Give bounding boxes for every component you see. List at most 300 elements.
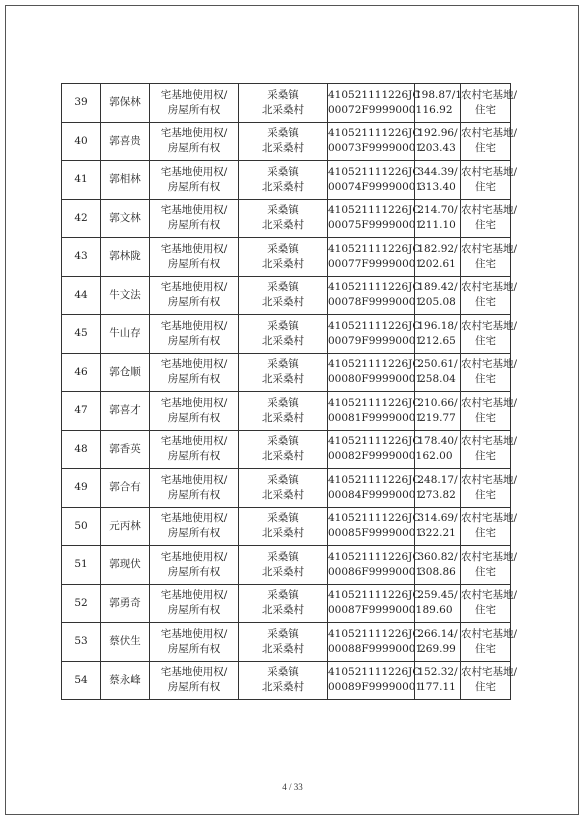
- unit-code-cell: [328, 623, 423, 662]
- location-text: 采桑镇: [267, 627, 299, 640]
- unit-code-text: 00073F99990001: [328, 142, 423, 155]
- area-text: 205.08: [419, 296, 456, 309]
- location-cell: [239, 507, 328, 546]
- location-cell: [239, 276, 328, 315]
- right-type-text: 房屋所有权: [167, 565, 221, 578]
- table-row: [62, 122, 511, 161]
- location-cell: [239, 315, 328, 354]
- row-number-cell: [62, 623, 101, 662]
- location-text: 北采桑村: [262, 257, 304, 270]
- unit-code-cell: [328, 84, 423, 123]
- unit-code-cell: [328, 161, 423, 200]
- table-row: [62, 623, 511, 662]
- area-cell: [415, 392, 461, 431]
- table-row: [62, 199, 511, 238]
- land-use-text: 住宅: [475, 373, 496, 386]
- area-cell: [415, 199, 461, 238]
- area-cell: [415, 507, 461, 546]
- unit-code-text: 00084F99990001: [328, 488, 423, 501]
- land-use-text: 农村宅基地/: [461, 473, 518, 486]
- right-type-text: 宅基地使用权/: [160, 165, 228, 178]
- area-cell: [415, 161, 461, 200]
- right-type-text: 宅基地使用权/: [160, 627, 228, 640]
- location-cell: [239, 353, 328, 392]
- area-text: 16.92: [422, 103, 453, 116]
- right-type-cell: [150, 430, 239, 469]
- unit-code-cell: [328, 546, 423, 585]
- row-number-text: 40: [74, 134, 88, 147]
- row-number-cell: [62, 276, 101, 315]
- location-text: 采桑镇: [267, 396, 299, 409]
- area-text: 210.66/: [417, 396, 458, 409]
- area-text: 89.60: [422, 604, 453, 617]
- unit-code-text: 00081F99990001: [328, 411, 423, 424]
- land-use-text: 住宅: [475, 180, 496, 193]
- location-cell: [239, 623, 328, 662]
- area-cell: [415, 238, 461, 277]
- row-number-cell: [62, 430, 101, 469]
- area-text: 273.82: [419, 488, 456, 501]
- right-type-text: 房屋所有权: [167, 334, 221, 347]
- location-text: 采桑镇: [267, 666, 299, 679]
- right-type-text: 宅基地使用权/: [160, 204, 228, 217]
- table-row: [62, 238, 511, 277]
- land-use-text: 住宅: [475, 296, 496, 309]
- area-text: 212.65: [419, 334, 456, 347]
- row-number-cell: [62, 392, 101, 431]
- land-use-cell: [461, 469, 518, 508]
- land-use-text: 住宅: [475, 142, 496, 155]
- row-number-text: 43: [74, 250, 88, 263]
- location-text: 采桑镇: [267, 512, 299, 525]
- row-number-text: 42: [74, 211, 88, 224]
- owner-name-text: 郭仓顺: [109, 365, 141, 378]
- area-text: 211.10: [419, 219, 456, 232]
- unit-code-text: 00078F99990001: [328, 296, 423, 309]
- land-use-text: 住宅: [475, 681, 496, 694]
- row-number-cell: [62, 84, 101, 123]
- unit-code-cell: [328, 276, 423, 315]
- table-row: [62, 661, 511, 700]
- page-number: 4 / 33: [282, 782, 303, 792]
- row-number-text: 41: [74, 173, 88, 186]
- land-use-text: 住宅: [475, 642, 496, 655]
- row-number-cell: [62, 199, 101, 238]
- area-text: 214.70/: [417, 204, 458, 217]
- right-type-cell: [150, 392, 239, 431]
- land-use-text: 农村宅基地/: [461, 88, 518, 101]
- location-cell: [239, 84, 328, 123]
- area-text: 258.04: [419, 373, 456, 386]
- area-text: 152.32/: [417, 666, 458, 679]
- location-text: 采桑镇: [267, 550, 299, 563]
- right-type-cell: [150, 84, 239, 123]
- land-use-text: 农村宅基地/: [461, 204, 518, 217]
- unit-code-text: 00080F99990001: [328, 373, 423, 386]
- land-use-text: 农村宅基地/: [461, 627, 518, 640]
- location-text: 北采桑村: [262, 180, 304, 193]
- location-text: 采桑镇: [267, 204, 299, 217]
- location-text: 北采桑村: [262, 604, 304, 617]
- area-cell: [415, 661, 461, 700]
- unit-code-cell: [328, 238, 423, 277]
- right-type-text: 宅基地使用权/: [160, 127, 228, 140]
- right-type-cell: [150, 661, 239, 700]
- right-type-text: 宅基地使用权/: [160, 589, 228, 602]
- area-cell: [415, 276, 461, 315]
- right-type-text: 宅基地使用权/: [160, 242, 228, 255]
- area-cell: [415, 469, 461, 508]
- land-use-text: 住宅: [475, 604, 496, 617]
- unit-code-cell: [328, 430, 423, 469]
- row-number-text: 39: [74, 96, 88, 109]
- table-row: [62, 84, 511, 123]
- area-text: 266.14/: [417, 627, 458, 640]
- right-type-cell: [150, 623, 239, 662]
- unit-code-cell: [328, 584, 423, 623]
- location-cell: [239, 584, 328, 623]
- owner-name-text: 郭保林: [109, 96, 141, 109]
- row-number-text: 51: [74, 558, 88, 571]
- land-use-cell: [461, 353, 518, 392]
- land-use-cell: [461, 546, 518, 585]
- owner-name-text: 牛山存: [109, 327, 141, 340]
- right-type-text: 房屋所有权: [167, 681, 221, 694]
- area-text: 182.92/: [417, 242, 458, 255]
- right-type-cell: [150, 507, 239, 546]
- land-use-text: 农村宅基地/: [461, 666, 518, 679]
- row-number-cell: [62, 122, 101, 161]
- land-use-text: 农村宅基地/: [461, 550, 518, 563]
- location-text: 北采桑村: [262, 142, 304, 155]
- area-text: 196.18/: [417, 319, 458, 332]
- location-text: 采桑镇: [267, 473, 299, 486]
- land-use-text: 农村宅基地/: [461, 435, 518, 448]
- owner-name-cell: [101, 161, 150, 200]
- unit-code-text: 410521111226JC: [328, 165, 421, 178]
- right-type-text: 宅基地使用权/: [160, 435, 228, 448]
- land-use-cell: [461, 122, 518, 161]
- area-text: 189.42/: [417, 281, 458, 294]
- unit-code-cell: [328, 469, 423, 508]
- unit-code-cell: [328, 315, 423, 354]
- unit-code-text: 410521111226JC: [328, 512, 421, 525]
- owner-name-cell: [101, 392, 150, 431]
- owner-name-text: 蔡伏生: [109, 635, 141, 648]
- unit-code-text: 00079F99990001: [328, 334, 423, 347]
- land-use-text: 住宅: [475, 527, 496, 540]
- right-type-text: 房屋所有权: [167, 103, 221, 116]
- right-type-text: 房屋所有权: [167, 142, 221, 155]
- land-use-text: 住宅: [475, 334, 496, 347]
- location-text: 北采桑村: [262, 373, 304, 386]
- row-number-cell: [62, 353, 101, 392]
- unit-code-text: 00074F99990001: [328, 180, 423, 193]
- owner-name-cell: [101, 623, 150, 662]
- land-use-text: 住宅: [475, 219, 496, 232]
- row-number-cell: [62, 661, 101, 700]
- records-table-body: [62, 84, 518, 700]
- owner-name-cell: [101, 276, 150, 315]
- table-row: [62, 315, 511, 354]
- area-text: 203.43: [419, 142, 456, 155]
- unit-code-text: 00075F99990001: [328, 219, 423, 232]
- row-number-text: 45: [74, 327, 88, 340]
- area-cell: [415, 84, 461, 123]
- land-use-text: 住宅: [475, 411, 496, 424]
- right-type-text: 宅基地使用权/: [160, 358, 228, 371]
- row-number-cell: [62, 546, 101, 585]
- row-number-text: 47: [74, 404, 88, 417]
- area-cell: [415, 623, 461, 662]
- right-type-text: 房屋所有权: [167, 527, 221, 540]
- row-number-text: 48: [74, 442, 88, 455]
- right-type-text: 宅基地使用权/: [160, 319, 228, 332]
- unit-code-cell: [328, 507, 423, 546]
- right-type-text: 宅基地使用权/: [160, 473, 228, 486]
- right-type-cell: [150, 276, 239, 315]
- owner-name-text: 郭林陇: [109, 250, 141, 263]
- area-text: 269.99: [419, 642, 456, 655]
- row-number-text: 53: [74, 635, 88, 648]
- owner-name-cell: [101, 584, 150, 623]
- unit-code-cell: [328, 392, 423, 431]
- location-cell: [239, 469, 328, 508]
- land-use-cell: [461, 584, 518, 623]
- right-type-cell: [150, 469, 239, 508]
- location-text: 采桑镇: [267, 358, 299, 371]
- area-cell: [415, 122, 461, 161]
- location-text: 北采桑村: [262, 103, 304, 116]
- land-use-cell: [461, 161, 518, 200]
- location-text: 北采桑村: [262, 488, 304, 501]
- row-number-text: 54: [74, 673, 88, 686]
- area-text: 248.17/: [417, 473, 458, 486]
- owner-name-text: 郭现伏: [109, 558, 141, 571]
- location-text: 采桑镇: [267, 319, 299, 332]
- owner-name-cell: [101, 122, 150, 161]
- table-row: [62, 161, 511, 200]
- owner-name-text: 蔡永峰: [109, 673, 141, 686]
- owner-name-cell: [101, 546, 150, 585]
- location-text: 北采桑村: [262, 296, 304, 309]
- location-text: 采桑镇: [267, 435, 299, 448]
- row-number-text: 52: [74, 596, 88, 609]
- row-number-cell: [62, 584, 101, 623]
- land-use-cell: [461, 238, 518, 277]
- land-use-text: 农村宅基地/: [461, 358, 518, 371]
- location-text: 采桑镇: [267, 127, 299, 140]
- location-text: 北采桑村: [262, 219, 304, 232]
- area-text: 219.77: [419, 411, 456, 424]
- land-use-text: 农村宅基地/: [461, 319, 518, 332]
- unit-code-text: 00089F99990001: [328, 681, 423, 694]
- land-use-text: 农村宅基地/: [461, 127, 518, 140]
- owner-name-text: 郭勇奇: [109, 596, 141, 609]
- owner-name-text: 郭喜才: [109, 404, 141, 417]
- table-row: [62, 546, 511, 585]
- unit-code-text: 410521111226JC: [328, 666, 421, 679]
- land-use-cell: [461, 276, 518, 315]
- right-type-text: 房屋所有权: [167, 604, 221, 617]
- unit-code-text: 410521111226JC: [328, 435, 421, 448]
- row-number-text: 49: [74, 481, 88, 494]
- unit-code-text: 410521111226JC: [328, 473, 421, 486]
- owner-name-cell: [101, 430, 150, 469]
- owner-name-cell: [101, 315, 150, 354]
- location-cell: [239, 122, 328, 161]
- right-type-text: 房屋所有权: [167, 296, 221, 309]
- right-type-text: 房屋所有权: [167, 219, 221, 232]
- location-text: 北采桑村: [262, 642, 304, 655]
- right-type-cell: [150, 161, 239, 200]
- right-type-cell: [150, 546, 239, 585]
- land-use-text: 住宅: [475, 103, 496, 116]
- right-type-cell: [150, 238, 239, 277]
- table-row: [62, 430, 511, 469]
- area-text: 313.40: [419, 180, 456, 193]
- owner-name-text: 郭香英: [109, 442, 141, 455]
- table-row: [62, 507, 511, 546]
- location-text: 北采桑村: [262, 450, 304, 463]
- land-use-cell: [461, 507, 518, 546]
- area-cell: [415, 546, 461, 585]
- unit-code-cell: [328, 353, 423, 392]
- land-use-text: 住宅: [475, 565, 496, 578]
- right-type-text: 宅基地使用权/: [160, 550, 228, 563]
- table-row: [62, 353, 511, 392]
- right-type-cell: [150, 315, 239, 354]
- right-type-text: 房屋所有权: [167, 450, 221, 463]
- area-text: 198.87/1: [415, 88, 462, 101]
- unit-code-text: 410521111226JC: [328, 127, 421, 140]
- row-number-cell: [62, 315, 101, 354]
- unit-code-text: 00087F99990001: [328, 604, 423, 617]
- unit-code-text: 410521111226JC: [328, 319, 421, 332]
- owner-name-text: 牛文法: [109, 288, 141, 301]
- location-cell: [239, 661, 328, 700]
- owner-name-cell: [101, 84, 150, 123]
- area-text: 308.86: [419, 565, 456, 578]
- row-number-cell: [62, 161, 101, 200]
- land-use-text: 农村宅基地/: [461, 512, 518, 525]
- owner-name-text: 郭相林: [109, 173, 141, 186]
- area-text: 322.21: [419, 527, 456, 540]
- unit-code-cell: [328, 199, 423, 238]
- owner-name-text: 郭喜贵: [109, 134, 141, 147]
- unit-code-text: 410521111226JC: [328, 627, 421, 640]
- right-type-text: 房屋所有权: [167, 180, 221, 193]
- right-type-text: 房屋所有权: [167, 488, 221, 501]
- land-use-cell: [461, 84, 518, 123]
- area-text: 314.69/: [417, 512, 458, 525]
- location-cell: [239, 238, 328, 277]
- land-use-text: 农村宅基地/: [461, 589, 518, 602]
- location-text: 采桑镇: [267, 589, 299, 602]
- unit-code-text: 410521111226JC: [328, 396, 421, 409]
- land-use-text: 住宅: [475, 257, 496, 270]
- area-text: 344.39/: [417, 165, 458, 178]
- row-number-cell: [62, 507, 101, 546]
- location-text: 北采桑村: [262, 334, 304, 347]
- unit-code-text: 410521111226JC: [328, 550, 421, 563]
- land-use-cell: [461, 199, 518, 238]
- row-number-text: 46: [74, 365, 88, 378]
- unit-code-text: 410521111226JC: [328, 88, 421, 101]
- land-use-text: 农村宅基地/: [461, 281, 518, 294]
- unit-code-text: 00085F99990001: [328, 527, 423, 540]
- land-use-text: 农村宅基地/: [461, 165, 518, 178]
- owner-name-cell: [101, 469, 150, 508]
- row-number-text: 44: [74, 288, 88, 301]
- row-number-cell: [62, 238, 101, 277]
- area-text: 259.45/: [417, 589, 458, 602]
- location-text: 采桑镇: [267, 88, 299, 101]
- right-type-cell: [150, 353, 239, 392]
- location-text: 采桑镇: [267, 281, 299, 294]
- location-text: 北采桑村: [262, 411, 304, 424]
- unit-code-text: 410521111226JC: [328, 281, 421, 294]
- area-text: 202.61: [419, 257, 456, 270]
- right-type-cell: [150, 584, 239, 623]
- unit-code-text: 410521111226JC: [328, 358, 421, 371]
- land-use-cell: [461, 430, 518, 469]
- location-cell: [239, 199, 328, 238]
- unit-code-text: 00082F99990001: [328, 450, 423, 463]
- owner-name-cell: [101, 507, 150, 546]
- land-use-text: 住宅: [475, 450, 496, 463]
- unit-code-text: 00072F99990001: [328, 103, 423, 116]
- land-use-cell: [461, 315, 518, 354]
- location-cell: [239, 392, 328, 431]
- location-text: 北采桑村: [262, 527, 304, 540]
- unit-code-text: 00086F99990001: [328, 565, 423, 578]
- location-text: 采桑镇: [267, 165, 299, 178]
- owner-name-cell: [101, 661, 150, 700]
- location-text: 北采桑村: [262, 681, 304, 694]
- owner-name-text: 郭文林: [109, 211, 141, 224]
- right-type-text: 宅基地使用权/: [160, 666, 228, 679]
- area-text: 360.82/: [417, 550, 458, 563]
- area-text: 178.40/: [417, 435, 458, 448]
- area-cell: [415, 315, 461, 354]
- records-table: [61, 83, 518, 700]
- right-type-text: 房屋所有权: [167, 257, 221, 270]
- right-type-text: 宅基地使用权/: [160, 281, 228, 294]
- area-text: 192.96/: [417, 127, 458, 140]
- owner-name-text: 郭合有: [109, 481, 141, 494]
- land-use-text: 农村宅基地/: [461, 396, 518, 409]
- unit-code-text: 410521111226JC: [328, 204, 421, 217]
- land-use-cell: [461, 392, 518, 431]
- right-type-text: 宅基地使用权/: [160, 512, 228, 525]
- right-type-cell: [150, 199, 239, 238]
- right-type-text: 房屋所有权: [167, 642, 221, 655]
- table-row: [62, 584, 511, 623]
- row-number-text: 50: [74, 519, 88, 532]
- unit-code-text: 410521111226JC: [328, 242, 421, 255]
- table-row: [62, 392, 511, 431]
- location-text: 采桑镇: [267, 242, 299, 255]
- area-text: 250.61/: [417, 358, 458, 371]
- right-type-text: 房屋所有权: [167, 411, 221, 424]
- owner-name-text: 元丙林: [109, 519, 141, 532]
- right-type-text: 房屋所有权: [167, 373, 221, 386]
- land-use-cell: [461, 661, 518, 700]
- right-type-text: 宅基地使用权/: [160, 396, 228, 409]
- right-type-text: 宅基地使用权/: [160, 88, 228, 101]
- land-use-text: 农村宅基地/: [461, 242, 518, 255]
